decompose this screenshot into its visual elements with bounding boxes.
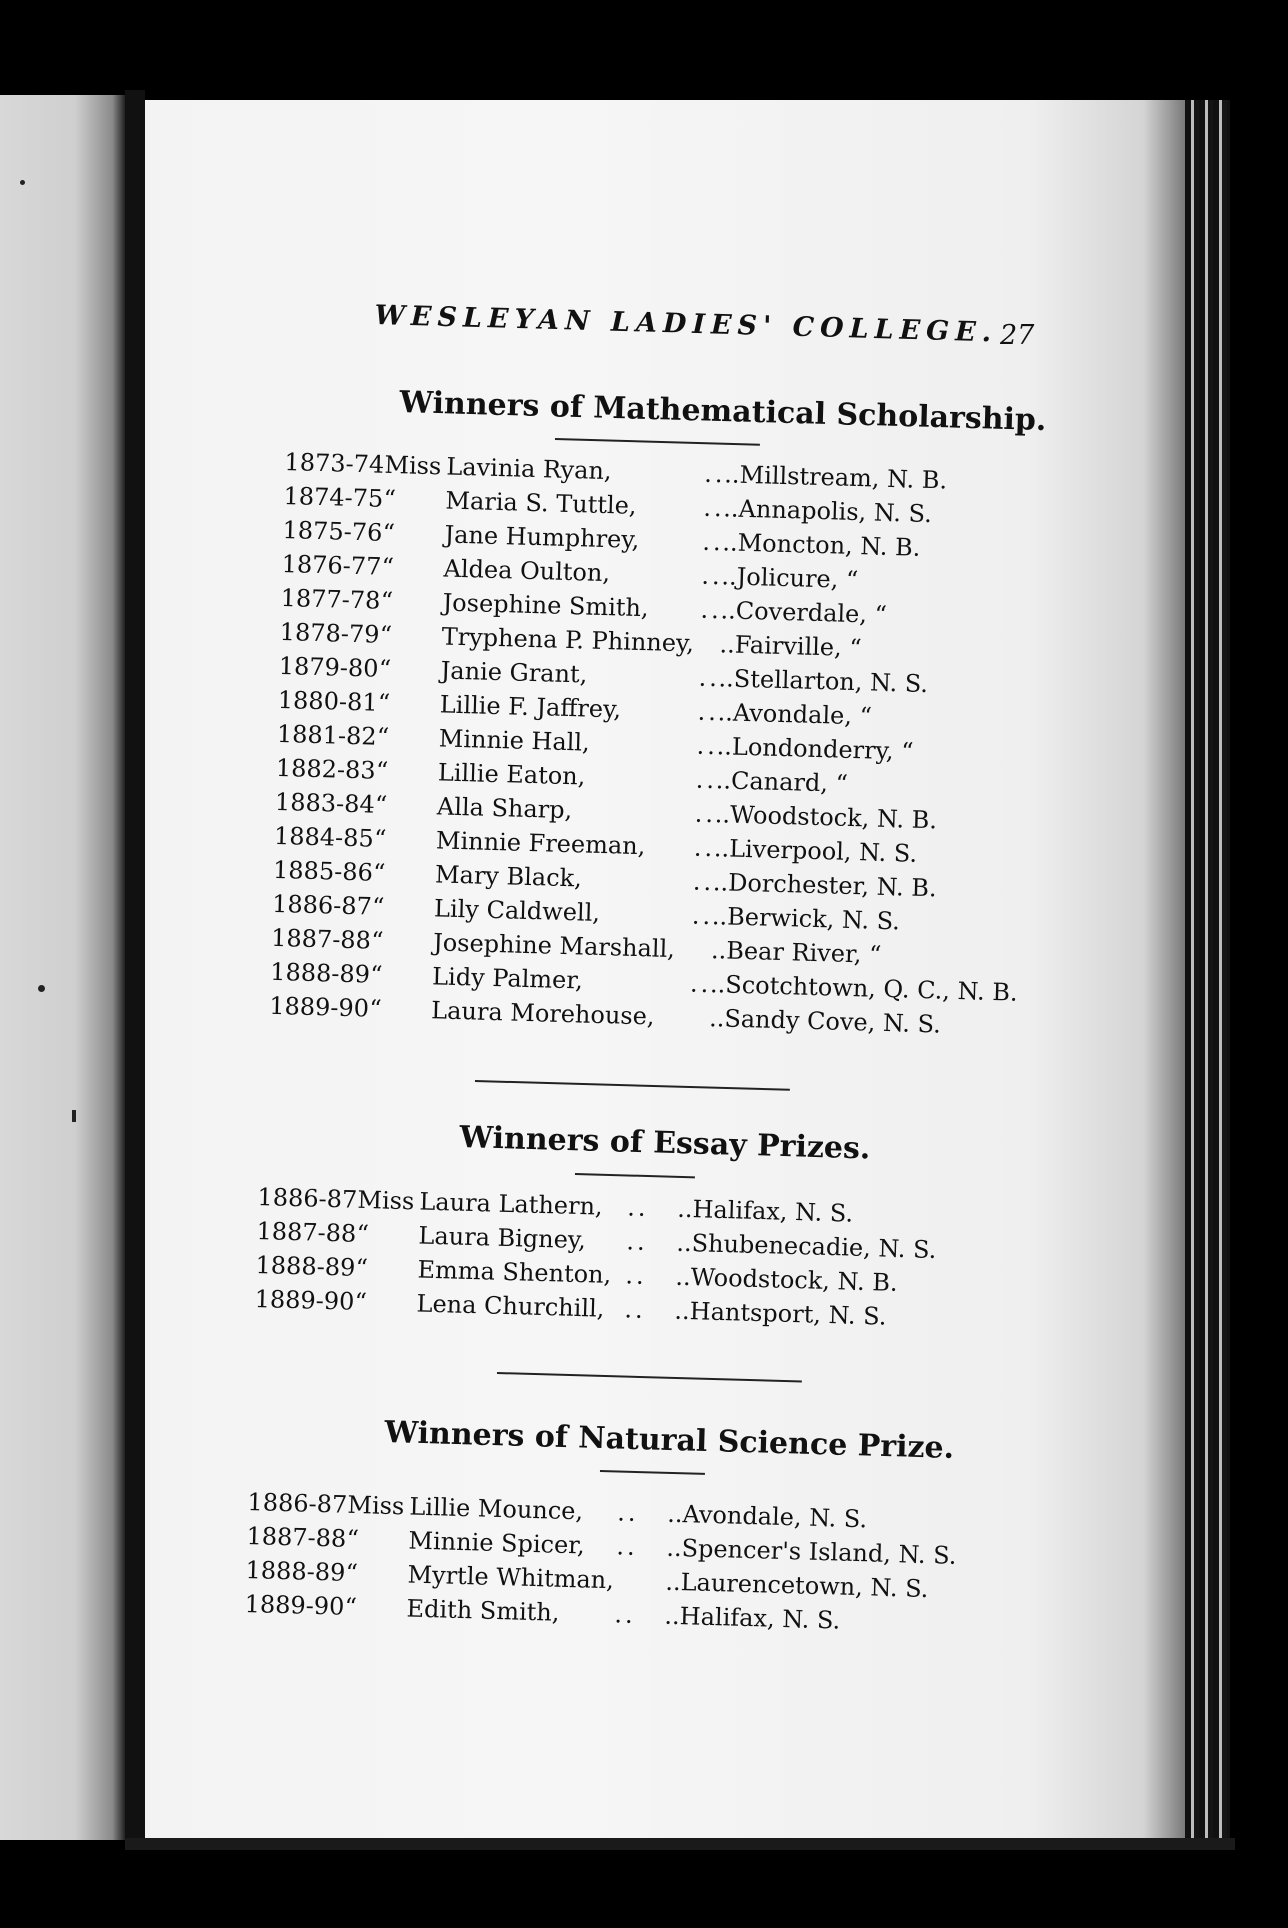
entry-name: Lillie F. Jaffrey,: [439, 690, 622, 724]
entry-title: “: [375, 756, 389, 786]
entry-place: ..Laurencetown, N. S.: [665, 1567, 929, 1604]
entry-year: 1883-84: [274, 787, 376, 819]
entry-leader: ..: [693, 833, 716, 863]
entry-name: Josephine Smith,: [442, 588, 649, 623]
entry-name: Lillie Mounce,: [409, 1492, 584, 1526]
entry-year: 1886-87: [257, 1182, 358, 1214]
entry-place: ..Hantsport, N. S.: [674, 1296, 887, 1331]
mathematical-winners-list: [269, 445, 1045, 1044]
entry-name: Lily Caldwell,: [433, 894, 601, 927]
entry-leader: ..: [625, 1261, 648, 1290]
entry-title: “: [381, 552, 395, 582]
entry-place: ..Shubenecadie, N. S.: [676, 1228, 937, 1264]
entry-place: ..Stellarton, N. S.: [718, 664, 929, 699]
entry-year: 1887-88: [246, 1521, 347, 1553]
entry-name: Minnie Spicer,: [408, 1526, 586, 1560]
entry-title: “: [378, 654, 392, 684]
entry-name: Jane Humphrey,: [444, 520, 640, 554]
entry-leader: ..: [702, 527, 725, 557]
entry-place: ..Dorchester, N. B.: [712, 868, 938, 903]
entry-year: 1879-80: [278, 651, 379, 683]
speck: [38, 985, 45, 992]
entry-leader: ..: [701, 561, 724, 591]
entry-name: Lavinia Ryan,: [446, 452, 612, 486]
entry-place: ..Coverdale, “: [720, 596, 888, 629]
entry-year: 1880-81: [277, 685, 378, 717]
entry-title: Miss: [384, 450, 442, 481]
entry-leader: ..: [697, 697, 720, 727]
entry-leader: ..: [692, 867, 715, 897]
entry-leader: ..: [694, 799, 717, 829]
section-title-mathematical: Winners of Mathematical Scholarship.: [399, 385, 1047, 439]
entry-year: 1887-88: [256, 1216, 357, 1248]
entry-leader: ..: [689, 969, 712, 999]
entry-year: 1885-86: [272, 855, 374, 887]
entry-name: Janie Grant,: [440, 656, 588, 689]
entry-name: Minnie Hall,: [438, 724, 591, 757]
entry-title: “: [380, 586, 394, 616]
entry-place: ..Avondale, “: [717, 698, 873, 731]
entry-year: 1882-83: [275, 753, 377, 785]
entry-year: 1886-87: [271, 889, 373, 921]
entry-year: 1886-87: [247, 1487, 348, 1519]
entry-title: “: [355, 1253, 369, 1283]
entry-year: 1887-88: [270, 923, 372, 955]
section-title-natural-science: Winners of Natural Science Prize.: [384, 1415, 955, 1466]
entry-year: 1873-74: [284, 447, 385, 479]
entry-title: “: [368, 994, 382, 1023]
entry-place: ..Scotchtown, Q. C., N. B.: [709, 970, 1018, 1007]
entry-year: 1888-89: [245, 1555, 346, 1587]
entry-name: Maria S. Tuttle,: [445, 486, 637, 520]
entry-place: ..Woodstock, N. B.: [714, 800, 938, 835]
page-edges: [1185, 100, 1230, 1845]
entry-title: “: [370, 926, 384, 955]
entry-year: 1875-76: [282, 515, 383, 547]
entry-name: Lidy Palmer,: [431, 962, 584, 995]
entry-title: “: [376, 722, 390, 752]
entry-title: “: [379, 620, 393, 650]
entry-name: Mary Black,: [434, 860, 583, 893]
speck: [72, 1110, 76, 1122]
entry-place: ..Berwick, N. S.: [711, 902, 901, 936]
entry-leader: ..: [698, 663, 721, 693]
entry-year: 1888-89: [255, 1250, 356, 1282]
entry-leader: ..: [703, 493, 726, 523]
entry-leader: ..: [700, 595, 723, 625]
entry-title: “: [356, 1219, 370, 1249]
entry-year: 1877-78: [280, 583, 381, 615]
entry-place: ..Avondale, N. S.: [666, 1499, 868, 1534]
entry-name: Laura Bigney,: [418, 1221, 587, 1255]
entry-year: 1889-90: [254, 1284, 355, 1316]
entry-title: Miss: [357, 1185, 415, 1216]
entry-year: 1889-90: [268, 991, 370, 1023]
entry-leader: ..: [695, 765, 718, 795]
entry-name: Lillie Eaton,: [437, 758, 586, 791]
entry-title: “: [344, 1592, 358, 1622]
entry-year: 1888-89: [269, 957, 371, 989]
entry-place: ..Sandy Cove, N. S.: [708, 1004, 942, 1039]
entry-title: “: [369, 960, 383, 989]
speck: [20, 180, 25, 185]
entry-title: “: [377, 688, 391, 718]
entry-year: 1884-85: [273, 821, 375, 853]
entry-leader: ..: [624, 1295, 647, 1324]
entry-place: ..Liverpool, N. S.: [713, 834, 918, 868]
entry-year: 1878-79: [279, 617, 380, 649]
entry-leader: ..: [626, 1227, 649, 1256]
essay-winners-list: [254, 1180, 1018, 1337]
natural-science-winners-list: [244, 1485, 1008, 1642]
entry-place: ..Halifax, N. S.: [664, 1601, 841, 1635]
entry-leader: ..: [616, 1532, 639, 1561]
entry-name: Laura Lathern,: [419, 1187, 604, 1221]
entry-place: ..Millstream, N. B.: [723, 460, 948, 495]
entry-place: ..Halifax, N. S.: [676, 1194, 854, 1228]
entry-leader: ..: [614, 1600, 637, 1629]
entry-title: “: [372, 858, 386, 887]
entry-place: ..Jolicure, “: [721, 562, 859, 595]
entry-place: ..Fairville, “: [719, 630, 863, 663]
entry-name: Laura Morehouse,: [430, 996, 655, 1031]
entry-year: 1889-90: [244, 1589, 345, 1621]
entry-title: “: [346, 1524, 360, 1554]
entry-name: Aldea Oulton,: [443, 554, 611, 588]
entry-year: 1874-75: [283, 481, 384, 513]
page-bottom-shadow: [125, 1838, 1235, 1850]
entry-year: 1881-82: [276, 719, 378, 751]
entry-leader: ..: [691, 901, 714, 931]
entry-place: ..Woodstock, N. B.: [675, 1262, 898, 1297]
entry-title: “: [354, 1287, 368, 1317]
entry-title: “: [373, 824, 387, 853]
facing-page-edge: [0, 95, 125, 1840]
entry-title: “: [345, 1558, 359, 1588]
entry-name: Minnie Freeman,: [435, 826, 646, 861]
entry-name: Edith Smith,: [406, 1594, 560, 1627]
entry-title: “: [382, 518, 396, 548]
running-head: WESLEYAN LADIES' COLLEGE.: [374, 300, 998, 349]
entry-name: Josephine Marshall,: [432, 928, 676, 964]
entry-year: 1876-77: [281, 549, 382, 581]
entry-place: ..Bear River, “: [710, 936, 882, 969]
entry-leader: ..: [703, 459, 727, 489]
entry-title: “: [383, 484, 397, 514]
entry-title: “: [371, 892, 385, 921]
section-title-essay: Winners of Essay Prizes.: [459, 1120, 871, 1167]
entry-title: Miss: [347, 1490, 405, 1521]
entry-name: Alla Sharp,: [436, 792, 573, 825]
entry-place: ..Spencer's Island, N. S.: [666, 1533, 957, 1570]
entry-name: Myrtle Whitman,: [407, 1560, 615, 1595]
entry-place: ..Londonderry, “: [716, 732, 914, 766]
entry-title: “: [374, 790, 388, 819]
entry-place: ..Moncton, N. B.: [722, 528, 921, 562]
entry-leader: ..: [696, 731, 719, 761]
entry-place: ..Annapolis, N. S.: [723, 494, 933, 529]
entry-name: Emma Shenton,: [417, 1255, 612, 1289]
entry-leader: ..: [626, 1193, 650, 1222]
entry-name: Tryphena P. Phinney,: [441, 622, 695, 658]
gutter-shadow: [125, 90, 145, 1840]
entry-name: Lena Churchill,: [416, 1289, 605, 1323]
page-number: 27: [1000, 320, 1035, 351]
entry-leader: ..: [616, 1498, 640, 1527]
entry-place: ..Canard, “: [715, 766, 849, 798]
